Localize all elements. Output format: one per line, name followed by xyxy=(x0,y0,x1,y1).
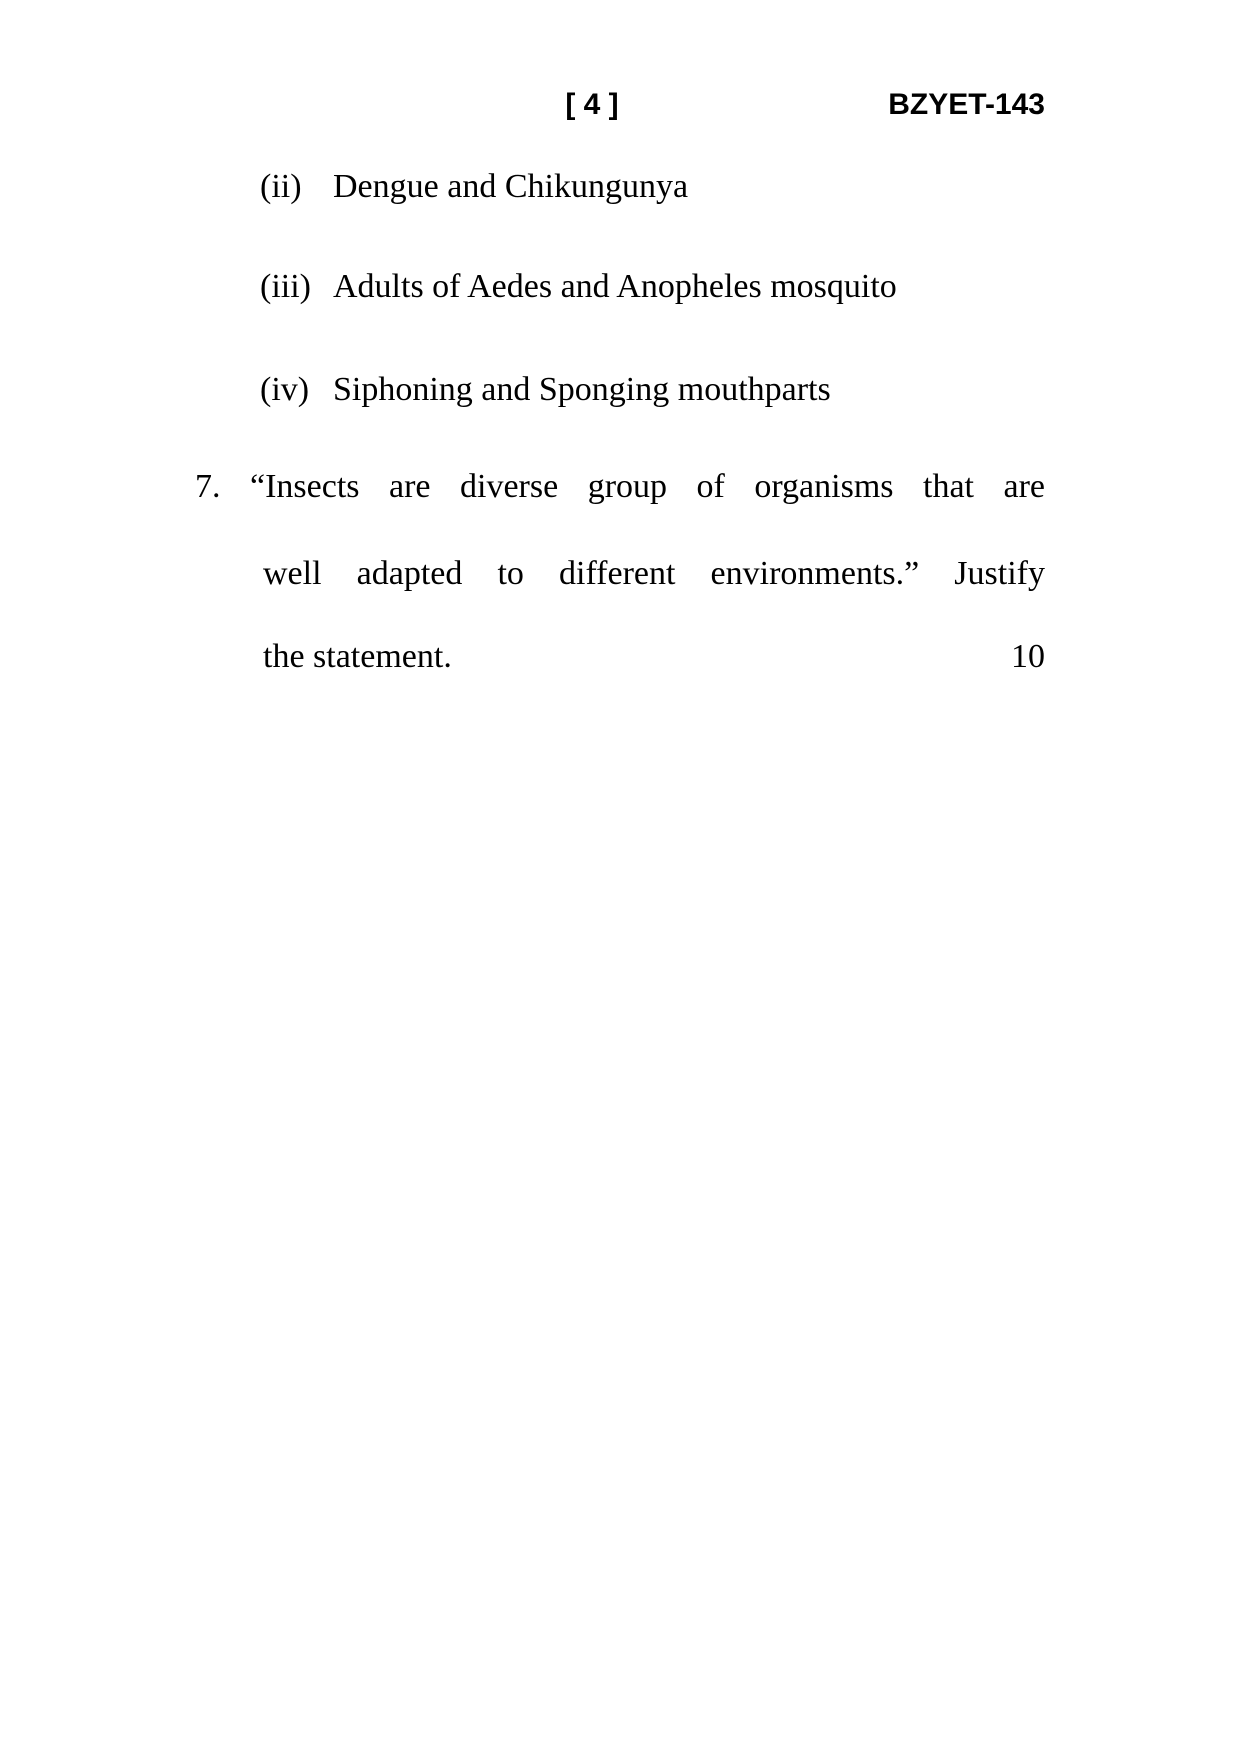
question-text-line-3 xyxy=(263,637,1045,677)
course-code: BZYET-143 xyxy=(888,88,1045,121)
list-item-text: Dengue and Chikungunya xyxy=(333,168,689,205)
question-text-end: the statement. xyxy=(263,638,452,675)
list-item xyxy=(260,167,688,207)
list-item xyxy=(260,370,831,410)
question-number: 7. xyxy=(195,468,221,505)
list-item-label: (iv) xyxy=(260,371,310,408)
list-item-label: (iii) xyxy=(260,268,311,305)
page-number: [ 4 ] xyxy=(565,88,619,121)
question-text-line-2: well adapted to different environments.” Justify xyxy=(263,555,1045,592)
question-text-line-1: “Insects are diverse group of organisms that are xyxy=(250,468,1045,505)
list-item xyxy=(260,267,897,307)
list-item-text: Siphoning and Sponging mouthparts xyxy=(333,371,831,408)
list-item-text: Adults of Aedes and Anopheles mosquito xyxy=(333,268,897,305)
list-item-label: (ii) xyxy=(260,168,302,205)
question-marks: 10 xyxy=(1011,638,1045,675)
